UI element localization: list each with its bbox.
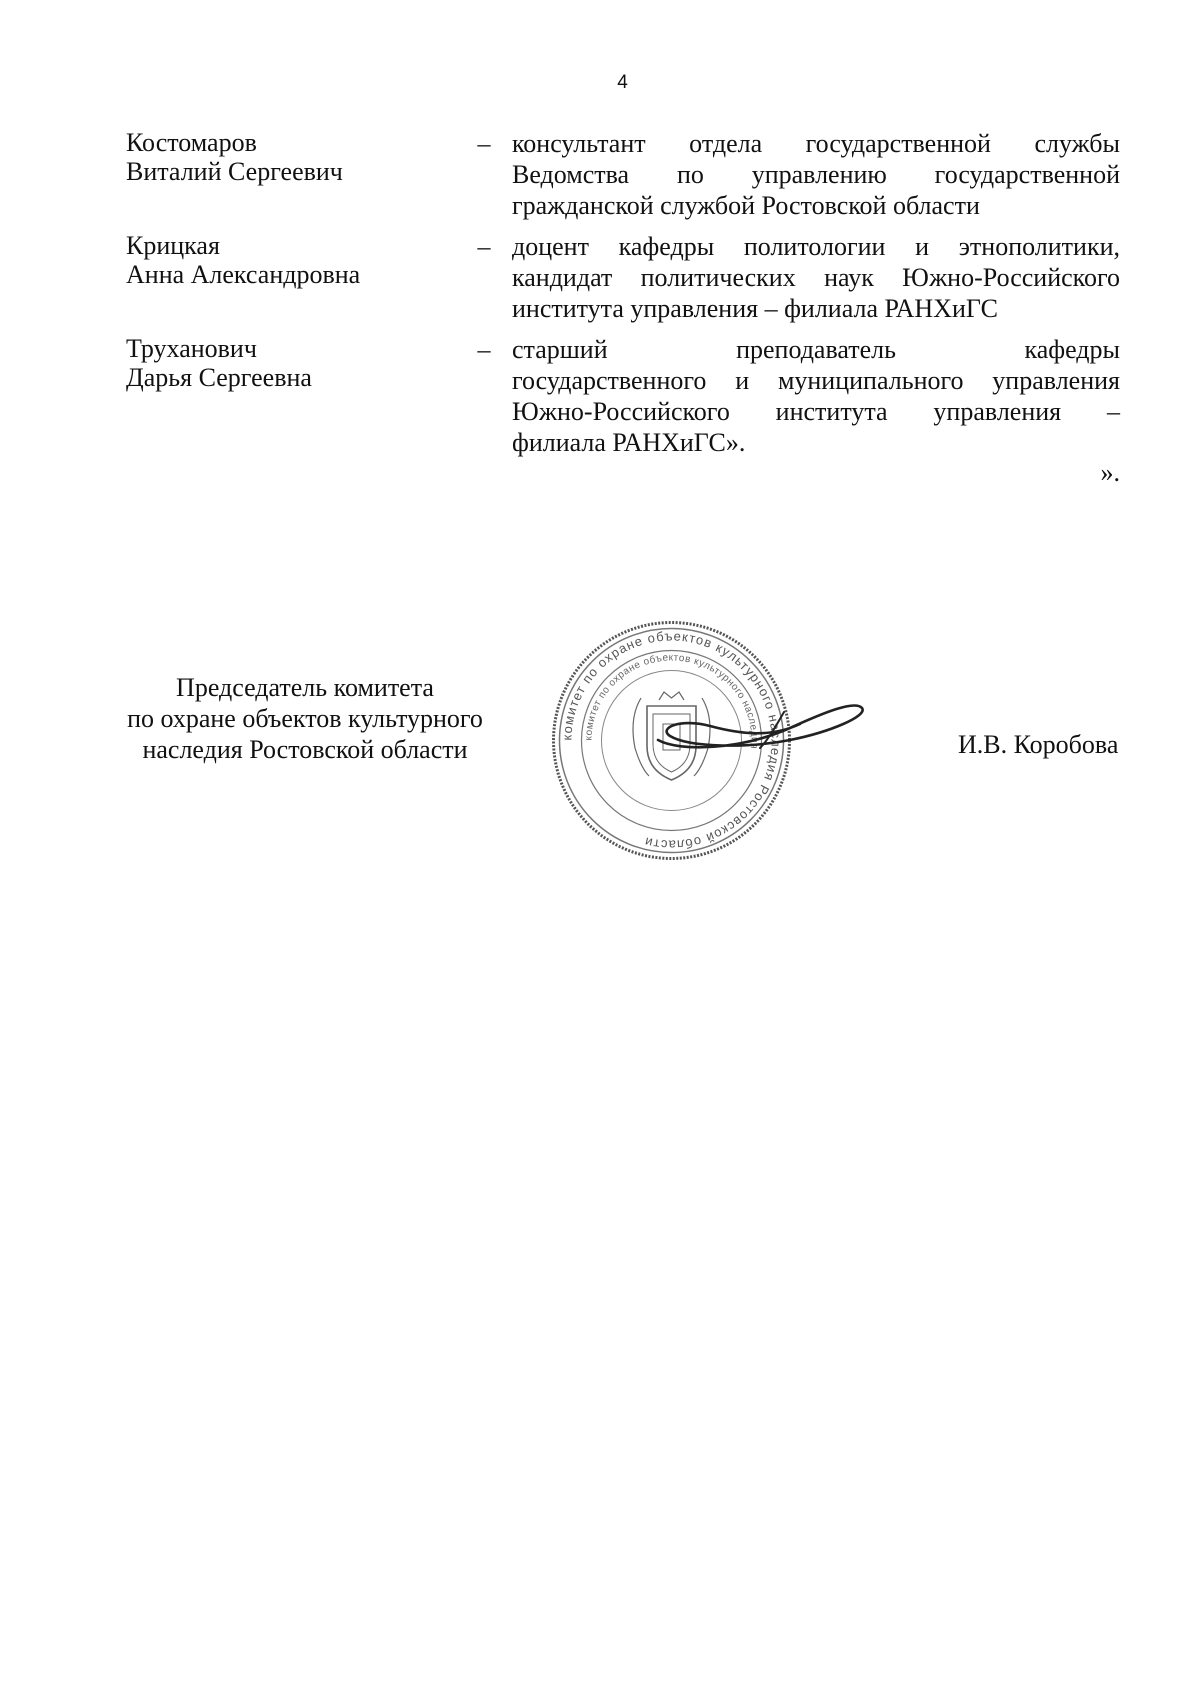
member-role-line: государственного и муниципального управления [512, 366, 1120, 395]
member-given-names: Дарья Сергеевна [126, 363, 312, 392]
member-role [512, 128, 1120, 221]
member-dash: – [477, 335, 491, 364]
seal-outer-text: комитет по охране объектов культурного наследия Ростовской области [559, 628, 784, 853]
member-row [126, 334, 1120, 458]
member-role-line: Южно-Российского института управления – [512, 397, 1120, 426]
member-row [126, 128, 1120, 221]
closing-quote: ». [1100, 458, 1120, 487]
member-role [512, 231, 1120, 324]
signatory-position [110, 672, 500, 765]
seal-inner-text: комитет по охране объектов культурного наследия [583, 652, 760, 750]
member-surname: Костомаров [126, 128, 257, 157]
member-name [126, 128, 456, 186]
member-role-line: института управления – филиала РАНХиГС [512, 294, 998, 323]
member-role-line: Ведомства по управлению государственной [512, 160, 1120, 189]
member-role-line: гражданской службой Ростовской области [512, 191, 980, 220]
member-role-line: старший преподаватель кафедры [512, 335, 1120, 364]
member-dash: – [477, 232, 491, 261]
signatory-position-line: по охране объектов культурного [127, 704, 483, 733]
member-dash: – [477, 129, 491, 158]
member-role [512, 334, 1120, 458]
member-surname: Крицкая [126, 231, 220, 260]
member-role-line: доцент кафедры политологии и этнополитики, [512, 232, 1120, 261]
member-given-names: Анна Александровна [126, 260, 361, 289]
page-number: 4 [617, 72, 628, 93]
member-role-line: кандидат политических наук Южно-Российского [512, 263, 1120, 292]
member-surname: Труханович [126, 334, 257, 363]
signatory-name: И.В. Коробова [958, 730, 1119, 759]
member-row [126, 231, 1120, 324]
handwritten-signature [650, 688, 870, 768]
member-name [126, 231, 456, 289]
signatory-position-line: Председатель комитета [176, 673, 434, 702]
member-given-names: Виталий Сергеевич [126, 157, 343, 186]
signatory-position-line: наследия Ростовской области [142, 735, 468, 764]
member-name [126, 334, 456, 392]
commission-members-list [126, 128, 1120, 468]
member-role-line: консультант отдела государственной службы [512, 129, 1120, 158]
member-role-line: филиала РАНХиГС». [512, 428, 746, 457]
